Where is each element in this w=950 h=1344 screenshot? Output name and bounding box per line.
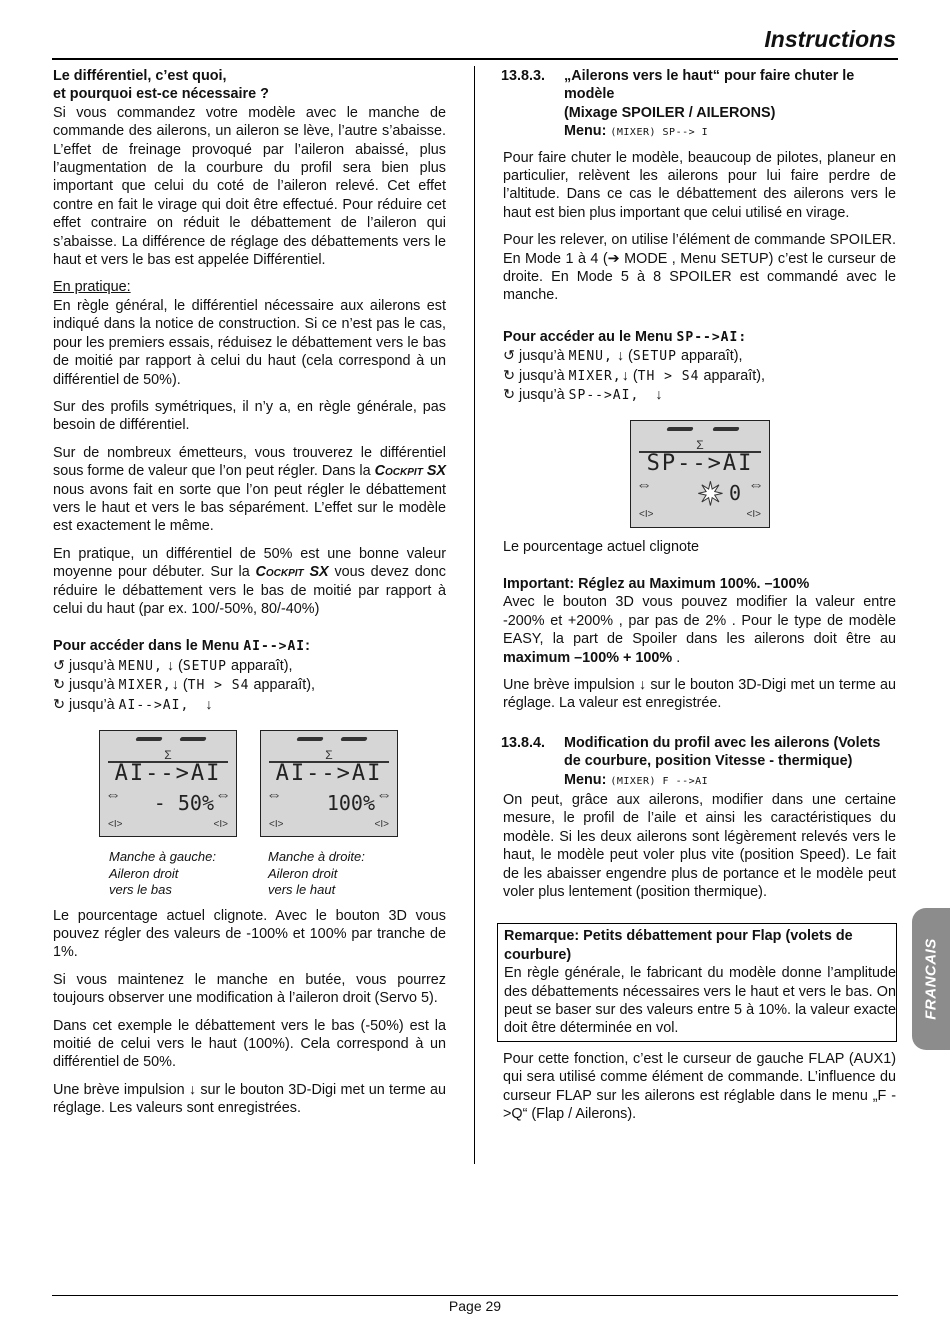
page-title: Instructions — [764, 26, 896, 52]
section-13-8-4-heading: 13.8.4. Modification du profil avec les ailerons (Volets de courbure, position Vitesse - thermique) Menu: (MIXER) F -->AI — [501, 734, 881, 788]
nav-step-1: ↺ jusqu’à MENU, ↓ (SETUP apparaît), — [503, 348, 743, 365]
column-divider — [474, 66, 475, 1164]
nav-step-2: ↻ jusqu’à MIXER,↓ (TH > S4 apparaît), — [53, 677, 316, 694]
relever-paragraph: Pour les relever, on utilise l’élément de commande SPOILER. En Mode 1 à 4 (➔ MODE , Menu SETUP) c’est le curseur de droite. En Mode 5 à 8 SPOILER est commandé avec le manche. — [503, 232, 896, 304]
menu-lcd-f-ai: (MIXER) F -->AI — [610, 775, 709, 787]
heading-differentiel: Le différentiel, c’est quoi, — [53, 68, 227, 84]
caption-left: Manche à gauche: Aileron droit vers le bas — [109, 849, 216, 897]
important-paragraph: Avec le bouton 3D vous pouvez modifier la valeur entre -200% et +200% , par pas de 2% . Pour le type de modèle EASY, la part de Spoiler dans les ailerons doit être au maximum –100% + 100% . — [503, 594, 896, 666]
emetteurs-paragraph: Sur de nombreux émetteurs, vous trouverez le différentiel sous forme de valeur que l’on peut régler. Dans la Cockpit SX nous avons fait en sorte que l’on peut régler le débattement vers le haut et vers le bas séparément. L’effet sur le modèle est exactement le même. — [53, 444, 447, 535]
nav-step-1: ↺ jusqu’à MENU, ↓ (SETUP apparaît), — [53, 657, 293, 674]
lcd-main-text: AI-->AI — [114, 761, 222, 786]
bottom-rule — [52, 1295, 898, 1296]
lcd-figure-row — [99, 730, 446, 899]
trim-bottom-right-icon: <I> — [213, 818, 228, 830]
lcd-display-left: Σ AI-->AI ⇔ ⇔ - 50% <I> <I> — [99, 730, 237, 837]
fonction-paragraph: Pour cette fonction, c’est le curseur de gauche FLAP (AUX1) qui sera utilisé comme élément de commande. L’influence du curseur FLAP sur les ailerons est réglable dans le menu „F ->Q“ (Flap / Ailerons). — [503, 1050, 896, 1123]
brand-cockpit-sx-2: Cockpit SX — [255, 564, 329, 581]
trim-right-icon: ⇔ — [376, 787, 392, 804]
lcd-value: 100% — [326, 791, 375, 815]
nav-step-2: ↻ jusqu’à MIXER,↓ (TH > S4 apparaît), — [503, 367, 766, 384]
lcd-display-spoiler: Σ SP-->AI ⇔ ⇔ ✷ 0 <I> <I> — [630, 420, 770, 528]
nav-step-3: ↻ jusqu’à SP-->AI, ↓ — [503, 387, 663, 404]
right-column — [503, 67, 896, 1132]
trim-bottom-left-icon: <I> — [108, 818, 123, 830]
section-13-8-3-heading: 13.8.3. „Ailerons vers le haut“ pour faire chuter le modèle (Mixage SPOILER / AILERONS) Menu: (MIXER) SP--> I — [501, 68, 855, 140]
butee-paragraph: Si vous maintenez le manche en butée, vous pourrez toujours observer une modification à l’aileron droit (Servo 5). — [53, 971, 446, 1007]
access-instructions: Pour accéder dans le Menu AI-->AI: ↺ jusqu’à MENU, ↓ (SETUP apparaît), ↻ jusqu’à MIXER,↓ (TH > S4 apparaît), ↻ jusqu’à AI-->AI, ↓ — [53, 637, 446, 715]
pratique-50-paragraph: En pratique, un différentiel de 50% est une bonne valeur moyenne pour débuter. Sur la Cockpit SX vous devez donc réduire le débattement vers le bas de moitié par rapport à celui du haut (par ex. 100/-50%, 80/-40%) — [53, 545, 446, 617]
important-title: Important: Réglez au Maximum 100%. –100% — [503, 575, 810, 592]
lcd-value: - 50% — [153, 791, 214, 815]
trim-right-icon: ⇔ — [748, 476, 764, 494]
trim-bottom-right-icon: <I> — [374, 818, 389, 830]
impulsion-paragraph: Une brève impulsion ↓ sur le bouton 3D-Digi met un terme au réglage. Les valeurs sont enregistrées. — [53, 1081, 446, 1117]
intro-paragraph: Si vous commandez votre modèle avec le manche de commande des ailerons, un aileron se lève, l’autre s’abaisse. L’effet de freinage provoqué par l’aileron abaissé, plus l’augmentation de la courbure du profil sera bien plus important que celui du coté de l’aileron relevé. Cet effet contre en fait le virage qui doit être effectué. Pour réduire cet effet contraire on réduit le débattement de l’aileron qui s’abaisse. La différence de réglage des débattements vers le haut et vers le bas est appelée Différentiel. — [53, 104, 446, 269]
trim-bottom-left-icon: <I> — [269, 818, 284, 830]
menu-lcd-ai-ai: AI-->AI — [243, 639, 306, 655]
plane-icon — [135, 737, 162, 741]
left-column — [53, 67, 446, 1127]
plane-icon — [340, 737, 367, 741]
plane-icon — [712, 427, 739, 431]
top-rule — [52, 58, 898, 60]
clignote-paragraph: Le pourcentage actuel clignote. Avec le bouton 3D vous pouvez régler des valeurs de -100% et 100% par tranche de 1%. — [53, 907, 446, 961]
trim-left-icon: ⇔ — [105, 787, 121, 804]
exemple-paragraph: Dans cet exemple le débattement vers le bas (-50%) est la moitié de celui vers le haut (100%). Cela correspond à un différentiel de 50%. — [53, 1017, 446, 1071]
plane-icon — [296, 737, 323, 741]
trim-bottom-right-icon: <I> — [746, 509, 761, 521]
access-instructions-sp: Pour accéder au le Menu SP-->AI: ↺ jusqu’à MENU, ↓ (SETUP apparaît), ↻ jusqu’à MIXER,↓ (TH > S4 apparaît), ↻ jusqu’à SP-->AI, ↓ — [503, 328, 896, 406]
trim-right-icon: ⇔ — [215, 787, 231, 804]
remark-title: Remarque: Petits débattement pour Flap (volets de courbure) — [504, 928, 853, 963]
remark-body: En règle générale, le fabricant du modèle donne l’amplitude des débattements nécessaires vers le haut et vers le bas. On peut se baser sur des valeurs entre 5 à 10%. la valeur exacte doit être déterminée en vol. — [504, 965, 896, 1037]
heading-pourquoi: et pourquoi est-ce nécessaire ? — [53, 86, 269, 103]
nav-step-3: ↻ jusqu’à AI-->AI, ↓ — [53, 696, 213, 713]
pratique-paragraph: En règle général, le différentiel nécessaire aux ailerons est indiqué dans la notice de construction. Si ce n’est pas le cas, pour les premiers essais, réduisez le débattement vers le bas de moitié par rapport à celui du haut (cela correspond à un différentiel de 50%). — [53, 297, 446, 388]
blink-star-icon: ✷ — [697, 475, 724, 512]
trim-left-icon: ⇔ — [636, 476, 652, 494]
menu-lcd-sp: (MIXER) SP--> I — [610, 127, 709, 139]
plane-icon — [666, 427, 693, 431]
page-number: Page 29 — [448, 1298, 502, 1314]
clignote-paragraph: Le pourcentage actuel clignote — [503, 538, 700, 555]
impulsion-paragraph: Une brève impulsion ↓ sur le bouton 3D-Digi met un terme au réglage. La valeur est enregistrée. — [503, 676, 896, 712]
pratique-label: En pratique: — [53, 279, 131, 296]
chuter-paragraph: Pour faire chuter le modèle, beaucoup de pilotes, planeur en particulier, relèvent les ailerons pour lui faire perdre de l’altitude. Dans ce cas le débattement des ailerons vers le haut est bien plus important que celui utilisé en virage. — [503, 149, 896, 221]
lcd-display-right: Σ AI-->AI ⇔ ⇔ 100% <I> <I> — [260, 730, 398, 837]
trim-left-icon: ⇔ — [266, 787, 282, 804]
language-tab: FRANCAIS — [912, 908, 950, 1050]
caption-right: Manche à droite: Aileron droit vers le haut — [268, 849, 365, 897]
profil-paragraph: On peut, grâce aux ailerons, modifier dans une certaine mesure, le profil de l’aile et ainsi les caractéristiques du modèle. Si les deux ailerons sont légèrement relevés vers le haut, le modèle peut voler plus vite (position Speed). Le fait de les abaisser engendre plus de portance et le modèle peut voler plus lentement (position thermique). — [503, 791, 896, 900]
lcd-main-text: SP-->AI — [646, 450, 754, 476]
remark-box — [497, 923, 897, 1041]
plane-icon — [179, 737, 206, 741]
symetrique-paragraph: Sur des profils symétriques, il n’y a, en règle générale, pas besoin de différentiel. — [53, 398, 446, 434]
trim-bottom-left-icon: <I> — [639, 509, 654, 521]
brand-cockpit-sx: Cockpit SX — [374, 463, 447, 480]
lcd-value: 0 — [728, 480, 741, 505]
lcd-main-text: AI-->AI — [275, 761, 383, 786]
menu-lcd-sp-ai: SP-->AI: — [676, 329, 748, 345]
